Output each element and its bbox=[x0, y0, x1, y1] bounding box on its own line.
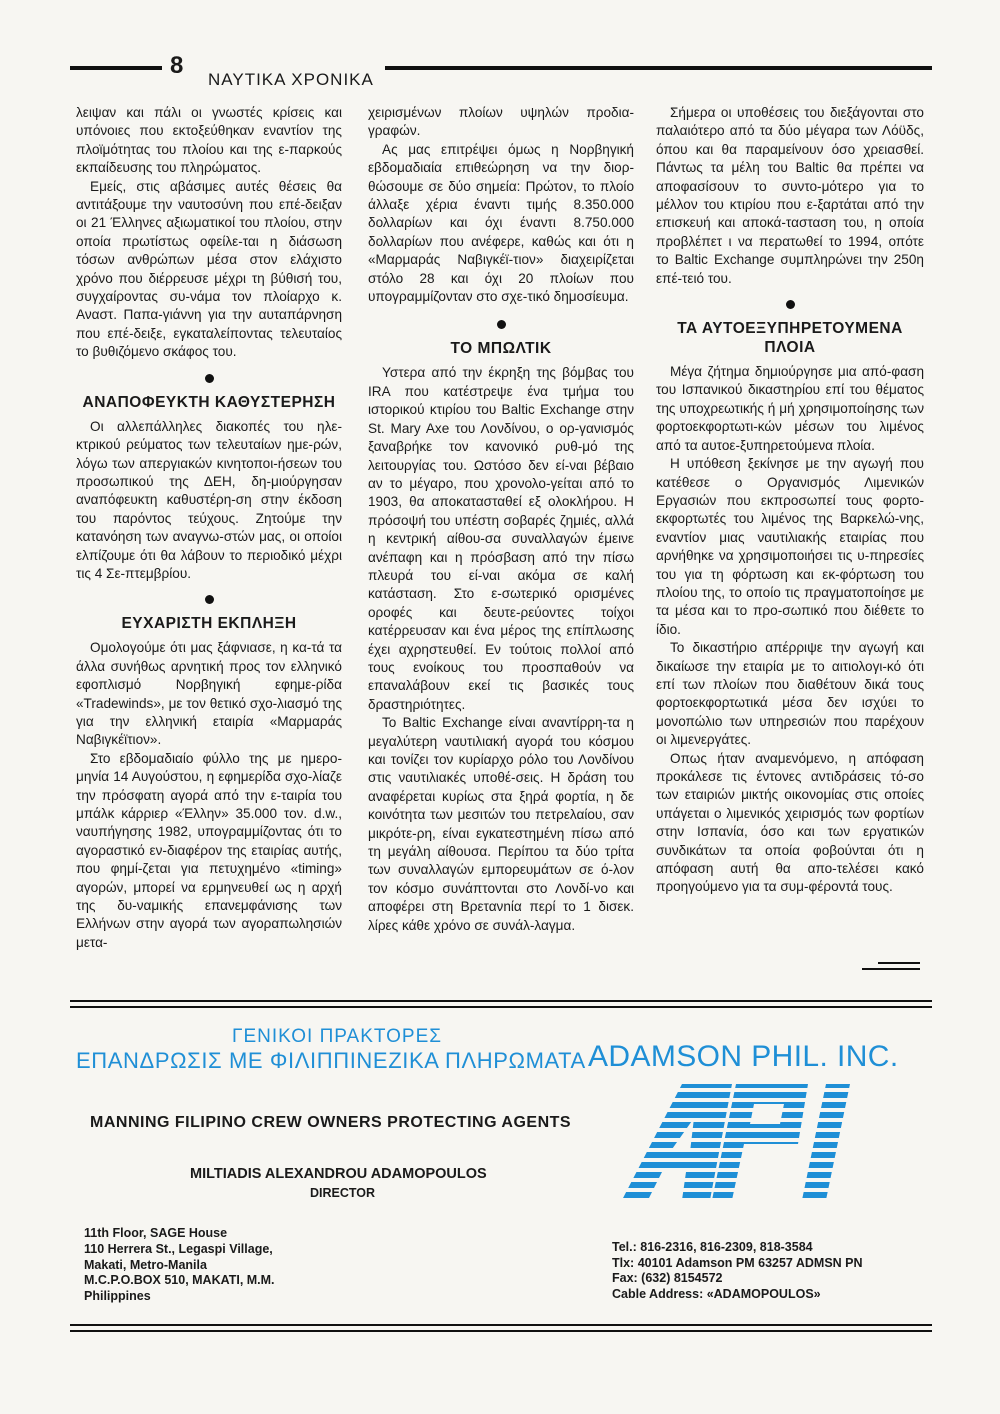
col2-continued-paragraph: χειρισμένων πλοίων υψηλών προδια-γραφών. bbox=[368, 105, 634, 139]
contact-fax: Fax: (632) 8154572 bbox=[612, 1271, 723, 1285]
end-mark bbox=[862, 968, 920, 970]
advert-top-rule bbox=[70, 1006, 932, 1008]
section-body-self-unloading-4: Οπως ήταν αναμενόμενο, η απόφαση προκάλεσε τις έντονες αντιδράσεις τό-σο των εταιριών μικτής οικονομίας στις οποίες υπάγεται ο λιμενικός χειρισμός των φορτίων στην Ισπανία, όσο και των εργατικών συνδικάτων τα οποία φοβούνται ότι η απόφαση αυτή θα απο-τελέσει κακό προηγούμενο για τα συμ-φέροντά τους. bbox=[656, 750, 924, 895]
section-bullet bbox=[205, 374, 214, 383]
address-line: 110 Herrera St., Legaspi Village, bbox=[84, 1241, 273, 1256]
col2-correction-paragraph: Ας μας επιτρέψει όμως η Νορβηγική εβδομαδιαία επιθεώρηση να την διορ-θώσουμε σε δύο σημεία: Πρώτον, το πλοίο άλλαξε χέρια έναντι τιμής 8.350.000 δολλαρίων και όχι έναντι 8.750.000 δολλαρίων που ανέφερε, καθώς και ότι η «Μαρμαράς Ναβιγκέϊ-τιον» διαχειρίζεται στόλο 28 και όχι 20 πλοίων που υπογραμμίζονταν στο σχε-τικό δημοσίευμα. bbox=[368, 141, 634, 305]
advert-company-name: ADAMSON PHIL. INC. bbox=[588, 1040, 899, 1073]
advert-top-rule bbox=[70, 1000, 932, 1002]
address-line: 11th Floor, SAGE House bbox=[84, 1226, 228, 1240]
section-body-self-unloading-1: Μέγα ζήτημα δημιούργησε μια από-φαση του Ισπανικού δικαστηρίου επί του θέματος της υποχρεωτικής ή μή χρησιμοποίησης των φορτοεκφορτωτι-κών μέσων του λιμένος από τα αυτοε-ξυπηρετούμενα πλοία. bbox=[656, 364, 924, 453]
contact-telephone: Tel.: 816-2316, 816-2309, 818-3584 bbox=[612, 1240, 813, 1254]
advert-director-name: MILTIADIS ALEXANDROU ADAMOPOULOS bbox=[190, 1166, 487, 1182]
section-body-delay: Οι αλλεπάλληλες διακοπές του ηλε-κτρικού ρεύματος των τελευταίων ημε-ρών, λόγω των απεργιακών κινητοποι-ήσεων του προσωπικού της ΔΕΗ, δη-μιούργησαν αναπόφευκτη καθυστέρη-ση στην έκδοση του παρόντος τεύχους. Ζητούμε την κατανόηση των αναγνω-στών μας, οι οποίοι ελπίζουμε ότι θα λάβουν το περιοδικό μέχρι τις 4 Σε-πτεμβρίου. bbox=[76, 418, 342, 581]
contact-telex: Tlx: 40101 Adamson PM 63257 ADMSN PN bbox=[612, 1255, 863, 1270]
advert-address bbox=[84, 1226, 275, 1305]
section-body-baltic-2: Το Baltic Exchange είναι αναντίρρη-τα η μεγαλύτερη ναυτιλιακή αγορά του κόσμου και τονίζει τον κυρίαρχο ρόλο του Λονδίνου στις ναυτιλιακές υποθέ-σεις. Η δράση του αναφέρεται κυρίως στα ξηρά φορτία, η δε κοινότητα των μεσιτών του πετρελαίου, σαν μικρότε-ρη, είναι εγκατεστημένη πίσω από τη μεγάλη αίθουσα. Περίπου τα δύο τρίτα των συναλλαγών εμπορευμάτων σε ό-λον τον κόσμο συνάπτονται στο Λονδί-νο και αποφέρει στη Βρετανnία περί το 1 δισεκ. λίρες κάθε χρόνο σε συνάλ-λαγμα. bbox=[368, 715, 634, 933]
address-line: M.C.P.O.BOX 510, MAKATI, M.M. bbox=[84, 1273, 275, 1288]
advert-director-title: DIRECTOR bbox=[310, 1186, 376, 1200]
advert-contacts bbox=[612, 1240, 863, 1302]
contact-cable: Cable Address: «ADAMOPOULOS» bbox=[612, 1286, 821, 1301]
page-number: 8 bbox=[170, 52, 184, 79]
col1-intro-paragraph-1: λειψαν και πάλι οι γνωστές κρίσεις και υπόνοιες που εκτοξεύθηκαν εναντίον της πλοϊμότητας του πλοίου και της ε-παρκούς εκπαίδευσης του πληρώματος. bbox=[76, 105, 342, 176]
advert-bottom-rule bbox=[70, 1324, 932, 1326]
advert-greek-heading: ΓΕΝΙΚΟΙ ΠΡΑΚΤΟΡΕΣ bbox=[232, 1026, 443, 1047]
advert-bottom-rule bbox=[70, 1330, 932, 1332]
section-title-surprise: ΕΥΧΑΡΙΣΤΗ ΕΚΠΛΗΞΗ bbox=[121, 615, 297, 633]
advert-english-tagline: MANNING FILIPINO CREW OWNERS PROTECTING AGENTS bbox=[90, 1114, 572, 1131]
address-line: Makati, Metro-Manila bbox=[84, 1257, 207, 1272]
advert-greek-subheading: ΕΠΑΝΔΡΩΣΙΣ ΜΕ ΦΙΛΙΠΠΙΝΕΖΙΚΑ ΠΛΗΡΩΜΑΤΑ bbox=[76, 1048, 586, 1073]
section-body-self-unloading-3: Το δικαστήριο απέρριψε την αγωγή και δικαίωσε την εταιρία με το αιτιολογι-κό ότι επί των πλοίων που διαθέτουν δικά τους φορτοεκφορτωτικά μέσα δεν ισχύει το μονοπώλιο των υπηρεσιών που παρέχουν οι λιμενεργάτες. bbox=[656, 640, 924, 748]
section-body-baltic-1: Υστερα από την έκρηξη της βόμβας του IRA που κατέστρεψε ένα τμήμα του ιστορικού κτιρίου του Baltic Exchange στην St. Mary Axe του Λονδίνου, ο ορ-γανισμός ξαναβρήκε τον κανονικό ρυθ-μό της λειτουργίας του. Ωστόσο δεν εί-ναι βέβαιο αν το μέγαρο, που χρονολο-γείται από το 1903, θα αποκατασταθεί εξ ολοκλήρου. Η πρόσοψή του υπέστη σοβαρές ζημιές, αλλά η κεντρική αίθου-σα συναλλαγών έμεινε ανέπαφη και η πρόσβαση από την πίσω πλευρά του εί-ναι ακόμα σε καλή κατάσταση. Στο ε-σωτερικό ορισμένες οροφές και δευτε-ρεύοντες τοίχοι κατέρρευσαν και ένα μέρος της επίπλωσης έχει αχρηστευθεί. Εν τούτοις πολλοί από τους ενοίκους του προσπαθούν να επαναλάβουν εκεί τις βασικές τους δραστηριότητες. bbox=[368, 365, 634, 712]
section-bullet bbox=[497, 320, 506, 329]
logo-letter-i bbox=[802, 1084, 850, 1200]
address-line: Philippines bbox=[84, 1289, 151, 1304]
section-bullet bbox=[786, 300, 795, 309]
col1-intro-paragraph-2: Εμείς, στις αβάσιμες αυτές θέσεις θα αντιτάξουμε την ναυτοσύνη που επέ-δειξαν οι 21 Έλληνες αξιωματικοί του πλοίου, στην οποία πρωτίστως οφείλε-ται η διάσωση τόσων ανθρώπων μέσα στον ελάχιστο χρόνο που διέρρευσε μέχρι τη βύθισή του, συγχαίροντας συ-νάμα τον πλοίαρχο κ. Αναστ. Παπα-γιάννη για την αυταπάρνηση που επέ-δειξε, εγκαταλείποντας τελευταίος το βυθιζόμενο σκάφος του. bbox=[76, 178, 342, 360]
section-body-surprise-2: Στο εβδομαδιαίο φύλλο της με ημερο-μηνία 14 Αυγούστου, η εφημερίδα σχο-λίαζε την πρόσφατη αγορά από την ε-ταιρία του μπάλκ κάρριερ «Έλλην» 35.000 τον. d.w., ναυπήγησης 1982, υπογραμμίζοντας ότι το αγοραστικό εν-διαφέρον της εταιρίας αυτής, που φημί-ζεται για πετυχημένο «timing» αγορών, μπορεί να ερμηνευθεί ως η αρχή της δυ-ναμικής επανεμφάνισης των Ελλήνων στην αγορά των αγοραπωλησιών μετα- bbox=[76, 750, 342, 950]
header-rule-right bbox=[385, 66, 932, 70]
col3-continued-paragraph: Σήμερα οι υποθέσεις του διεξάγονται στο παλαιότερο από τα δύο μέγαρα των Λόϋδς, όπου και θα παραμείνουν όσο χρειασθεί. Πάντως τα μέλη του Baltic θα πρέπει να αποφασίσουν το συντο-μότερο για το μέλλον του κτιρίου που ε-ξαρτάται από την επισκευή και αποκά-τασταση του, η οποία προβλέπετ ι να περατωθεί το 1994, οπότε το Baltic Exchange συμπληρώνει την 250η επέ-τειό του. bbox=[656, 105, 924, 286]
logo-letter-a bbox=[622, 1084, 732, 1200]
end-mark bbox=[878, 962, 920, 964]
column-3 bbox=[656, 104, 924, 897]
publication-title: ΝΑΥΤΙΚΑ ΧΡΟΝΙΚΑ bbox=[208, 70, 374, 89]
section-body-self-unloading-2: Η υπόθεση ξεκίνησε με την αγωγή που κατέθεσε ο Οργανισμός Λιμενικών Εργασιών που εκπροσωπεί τους φορτο-εκφορτωτές του λιμένος της Βαρκελώ-νης, εναντίον μιας ναυτιλιακής εταιρίας που αρνήθηκε να χρησιμοποιήσει τις υ-πηρεσίες του για τη φόρτωση και εκ-φόρτωση του πλοίου της, το οποίο τις πραγματοποίησε με τα μέσα και το προ-σωπικό που διέθετε το ίδιο. bbox=[656, 456, 924, 637]
section-title-self-unloading: ΤΑ ΑΥΤΟΕΞΥΠΗΡΕΤΟΥΜΕΝΑ ΠΛΟΙΑ bbox=[677, 320, 903, 357]
column-2 bbox=[368, 104, 634, 935]
section-bullet bbox=[205, 595, 214, 604]
api-logo bbox=[612, 1082, 852, 1202]
section-title-delay: ΑΝΑΠΟΦΕΥΚΤΗ ΚΑΘΥΣΤΕΡΗΣΗ bbox=[82, 393, 336, 411]
header-rule-left bbox=[70, 66, 162, 70]
column-1 bbox=[76, 104, 342, 952]
section-title-baltic: ΤΟ ΜΠΩΛΤΙΚ bbox=[450, 340, 552, 358]
section-body-surprise-1: Ομολογούμε ότι μας ξάφνιασε, η κα-τά τα άλλα συνήθως αρνητική προς τον ελληνικό εφοπλισμό Νορβηγική εφημε-ρίδα «Tradewinds», με τον θετικό σχο-λιασμό της για την ελληνική εταιρία «Μαρμαράς Ναβιγκέϊτιον». bbox=[76, 640, 342, 748]
